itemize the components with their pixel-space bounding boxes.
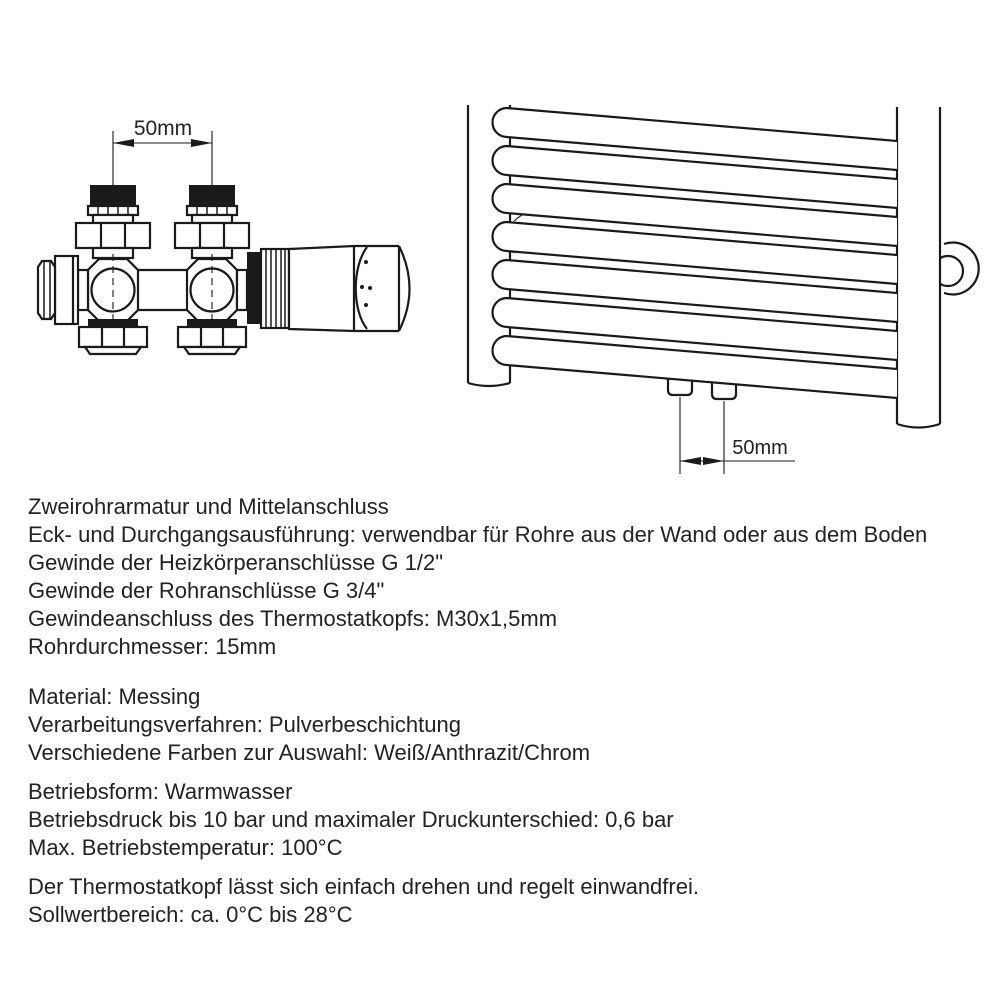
valve-dimension-label: 50mm: [133, 117, 193, 140]
spec-line: Rohrdurchmesser: 15mm: [28, 634, 277, 659]
valve-drawing: [38, 117, 410, 354]
spec-line: Sollwertbereich: ca. 0°C bis 28°C: [28, 902, 353, 927]
technical-drawings: [0, 0, 1000, 490]
spec-line: Zweirohrarmatur und Mittelanschluss: [28, 494, 389, 519]
spec-paragraph-thermostat: [28, 873, 988, 929]
spec-line: Verarbeitungsverfahren: Pulverbeschichtung: [28, 712, 461, 737]
arrowhead-icon: [191, 139, 212, 147]
spec-line: Material: Messing: [28, 684, 201, 709]
spec-paragraph-operation: [28, 778, 988, 862]
union-nut: [175, 223, 249, 248]
spec-line: Gewinde der Heizkörperanschlüsse G 1/2": [28, 550, 444, 575]
spec-line: Der Thermostatkopf lässt sich einfach drehen und regelt einwandfrei.: [28, 874, 699, 899]
knurled-ring: [247, 252, 261, 324]
spec-line: Gewinde der Rohranschlüsse G 3/4": [28, 578, 385, 603]
arrowhead-icon: [680, 457, 701, 465]
radiator-dimension-label: 50mm: [732, 437, 788, 459]
collar: [187, 206, 237, 215]
spec-line: Betriebsdruck bis 10 bar und maximaler Druckunterschied: 0,6 bar: [28, 807, 674, 832]
dome-cap: [399, 246, 410, 331]
flange: [55, 256, 78, 324]
spec-paragraph-material: [28, 683, 988, 767]
seal-ring: [187, 319, 237, 327]
connection-stub: [712, 383, 736, 399]
hex-cap: [38, 261, 55, 319]
arrowhead-icon: [113, 139, 134, 147]
spec-line: Eck- und Durchgangsausführung: verwendbar für Rohre aus der Wand oder aus dem Boden: [28, 522, 928, 547]
threaded-connector: [189, 185, 235, 206]
union-nut: [76, 223, 150, 248]
seal-ring: [88, 319, 138, 327]
neck: [78, 270, 88, 310]
compression-nut: [178, 327, 246, 347]
dial-mark: [364, 260, 368, 264]
arrowhead-icon: [703, 457, 724, 465]
spec-line: Max. Betriebstemperatur: 100°C: [28, 835, 343, 860]
neck: [237, 270, 247, 310]
radiator-drawing: [468, 105, 979, 474]
spec-line: Gewindeanschluss des Thermostatkopfs: M30x1,5mm: [28, 606, 558, 631]
spec-paragraph-connection: [28, 493, 988, 661]
thermostat-head: [237, 246, 410, 331]
dial-mark: [360, 285, 364, 289]
spec-line: Betriebsform: Warmwasser: [28, 779, 293, 804]
threaded-connector: [90, 185, 136, 206]
head-body: [289, 246, 354, 331]
dial-mark: [368, 286, 372, 290]
nut-lip: [184, 347, 240, 354]
spec-line: Verschiedene Farben zur Auswahl: Weiß/Anthrazit/Chrom: [28, 740, 591, 765]
dial-mark: [364, 303, 368, 307]
collar: [88, 206, 138, 215]
band: [192, 215, 232, 223]
nut-lip: [85, 347, 141, 354]
band: [93, 215, 133, 223]
compression-nut: [79, 327, 147, 347]
